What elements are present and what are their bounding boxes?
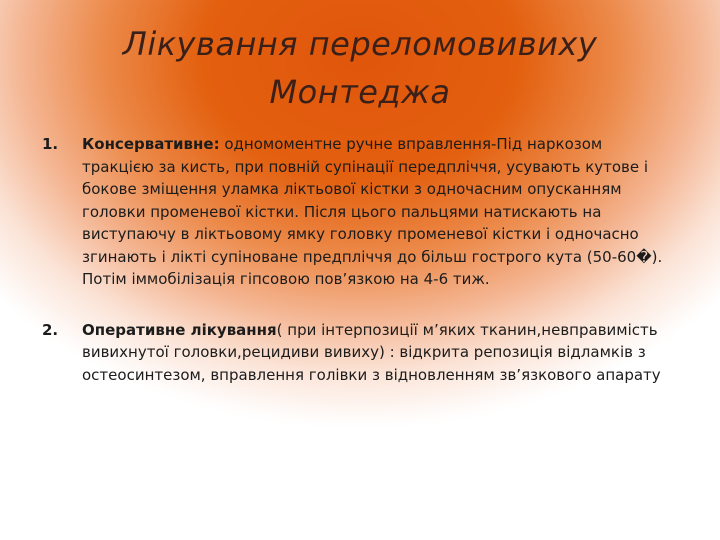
item-heading: Консервативне: — [82, 135, 220, 153]
slide-title — [0, 20, 720, 116]
item-number: 1. — [42, 135, 59, 153]
title-line-1: Лікування переломовивиху — [122, 25, 598, 63]
title-line-2: Монтеджа — [269, 73, 451, 111]
item-heading: Оперативне лікування — [82, 320, 277, 339]
list-item-operative — [0, 319, 720, 387]
item-text: ( при інтерпозиції м’яких тканин,невправимість вивихнутої головки,рецидиви вивиху) : відкрита репозиція відламків з остеосинтезом, вправлення голівки з відновленням зв’язкового апарату — [82, 320, 661, 384]
item-number: 2. — [42, 320, 59, 339]
item-text: одномоментне ручне вправлення-Під наркозом тракцією за кисть, при повній супінації передпліччя, усувають кутове і бокове зміщення уламка ліктьової кістки з одночасним опусканням головки променевої кістки. Після цього пальцями натискають на виступаючу в ліктьовому ямку головку променевої кістки і одночасно згинають і лікті супіноване предпліччя до більш гострого кута (50-60�). Потім іммобілізація гіпсовою пов’язкою на 4-6 тиж. — [82, 135, 663, 288]
list-item-conservative — [0, 133, 720, 291]
treatment-list — [0, 133, 720, 386]
